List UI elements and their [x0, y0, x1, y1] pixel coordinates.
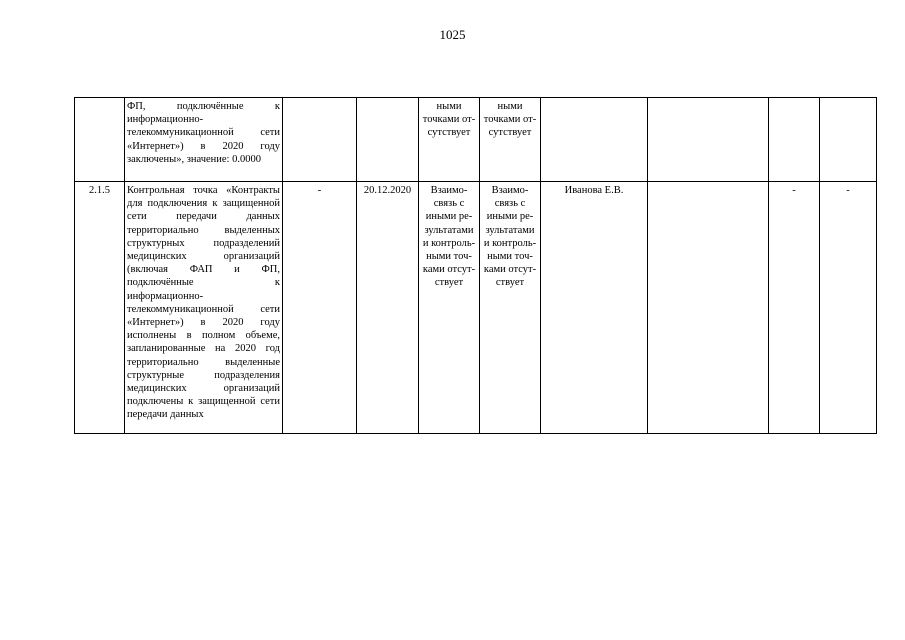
row-number — [75, 98, 125, 182]
date-cell: 20.12.2020 — [357, 182, 419, 434]
cell-col9 — [769, 98, 820, 182]
relation-cell-2: Взаимо- связь с иными ре- зультатами и контроль- ными точ- ками отсут- ствует — [480, 182, 541, 434]
document-table — [74, 97, 877, 434]
responsible-cell — [541, 98, 648, 182]
description-cell: ФП, подключённые к информационно-телекоммуникационной сети «Интернет») в 2020 году заключены», значение: 0.0000 — [125, 98, 283, 182]
relation-cell-2: ными точками от- сутствует — [480, 98, 541, 182]
relation-cell-1: ными точками от- сутствует — [419, 98, 480, 182]
table-row — [75, 182, 877, 434]
page-number: 1025 — [439, 27, 466, 42]
cell-col3: - — [283, 182, 357, 434]
cell-col10: - — [820, 182, 877, 434]
date-cell — [357, 98, 419, 182]
responsible-cell: Иванова Е.В. — [541, 182, 648, 434]
relation-cell-1: Взаимо- связь с иными ре- зультатами и контроль- ными точ- ками отсут- ствует — [419, 182, 480, 434]
cell-col9: - — [769, 182, 820, 434]
cell-col3 — [283, 98, 357, 182]
row-number: 2.1.5 — [75, 182, 125, 434]
cell-col8 — [648, 98, 769, 182]
table-row — [75, 98, 877, 182]
cell-col8 — [648, 182, 769, 434]
description-cell: Контрольная точка «Контракты для подключения к защищенной сети передачи данных территориально выделенных структурных подразделений медицинских организаций (включая ФАП и ФП, подключённые к информационно-телекоммуникационной сети «Интернет») в 2020 году исполнены в полном объеме, запланированные на 2020 год территориально выделенные структурные подразделения медицинских организаций подключены к защищенной сети передачи данных — [125, 182, 283, 434]
cell-col10 — [820, 98, 877, 182]
